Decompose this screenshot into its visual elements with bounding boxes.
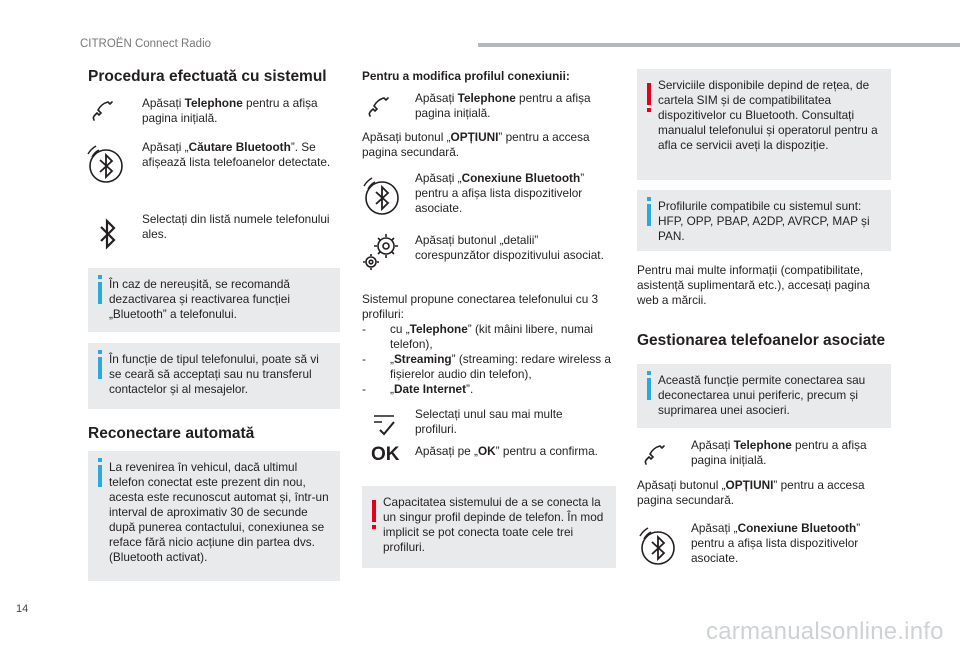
bluetooth-search-icon (358, 172, 404, 218)
warning-note: Capacitatea sistemului de a se conecta la un singur profil depinde de telefon. În mod implicit se pot conecta toate cele trei profiluri. (362, 486, 616, 568)
intro-text: Pentru a modifica profilul conexiunii: (362, 69, 570, 83)
warning-note: Serviciile disponibile depind de rețea, de cartela SIM și de compatibilitatea dispozitivelor cu Bluetooth. Consultați manualul telefonului și operatorul pentru a afla ce servicii aveți la dispoziție. (637, 69, 891, 180)
info-icon (98, 282, 102, 304)
section-heading-manage: Gestionarea telefoanelor asociate (637, 332, 886, 349)
paragraph: Sistemul propune conectarea telefonului cu 3 profiluri: (362, 292, 599, 321)
step-text: Apăsați Telephone pentru a afișa pagina inițială. (142, 96, 318, 125)
info-icon (647, 204, 651, 226)
page-number: 14 (16, 603, 29, 615)
list-item: - „Date Internet”. (362, 382, 614, 397)
step-text: Selectați din listă numele telefonului ales. (142, 212, 330, 241)
phone-icon (80, 92, 124, 132)
ok-icon: OK (371, 444, 400, 465)
info-icon (98, 357, 102, 379)
step-text: Apăsați Telephone pentru a afișa pagina inițială. (691, 438, 867, 467)
section-heading-procedure: Procedura efectuată cu sistemul (88, 68, 327, 85)
paragraph: Pentru mai multe informații (compatibilitate, asistență suplimentară etc.), accesați pagina web a mărcii. (637, 263, 870, 307)
watermark: carmanualsonline.info (706, 618, 944, 645)
checklist-icon (362, 404, 406, 444)
list-item: - „Streaming” (streaming: redare wireless a fișierelor audio din telefon), (362, 352, 614, 382)
info-icon (647, 378, 651, 400)
step-text: Apăsați Telephone pentru a afișa pagina inițială. (415, 91, 591, 120)
header-rule (478, 43, 960, 47)
bluetooth-search-icon (82, 140, 128, 186)
info-note: În caz de nereușită, se recomandă dezactivarea și reactivarea funcției „Bluetooth” a telefonului. (88, 268, 340, 332)
warning-icon (372, 500, 376, 522)
bluetooth-icon (86, 214, 130, 254)
gear-details-icon (358, 228, 404, 274)
section-heading-reconnect: Reconectare automată (88, 425, 255, 442)
list-item: - cu „Telephone” (kit mâini libere, numai telefon), (362, 322, 614, 352)
phone-icon (632, 436, 676, 476)
bluetooth-search-icon (634, 522, 680, 568)
step-text: Apăsați „Conexiune Bluetooth” pentru a afișa lista dispozitivelor asociate. (415, 171, 585, 215)
step-text: Apăsați pe „OK” pentru a confirma. (415, 444, 598, 458)
info-note: La revenirea în vehicul, dacă ultimul telefon conectat este prezent din nou, acesta este recunoscut automat și, într-un interval de aproximativ 30 de secunde după punerea contactului, conexiunea se reface fără nicio acțiune din partea dvs. (Bluetooth activat). (88, 451, 340, 581)
info-note: Profilurile compatibile cu sistemul sunt: HFP, OPP, PBAP, A2DP, AVRCP, MAP și PAN. (637, 190, 891, 251)
running-header: CITROËN Connect Radio (80, 38, 212, 50)
step-text: Apăsați „Căutare Bluetooth”. Se afișează lista telefoanelor detectate. (142, 140, 331, 169)
profile-list (362, 322, 614, 397)
paragraph: Apăsați butonul „OPȚIUNI” pentru a accesa pagina secundară. (362, 130, 590, 159)
step-text: Apăsați „Conexiune Bluetooth” pentru a afișa lista dispozitivelor asociate. (691, 521, 861, 565)
info-note: Această funcție permite conectarea sau deconectarea unui periferic, precum și suprimarea unei asocieri. (637, 364, 891, 428)
info-icon (98, 465, 102, 487)
info-note: În funcție de tipul telefonului, poate să vi se ceară să acceptați sau nu transferul contactelor și al mesajelor. (88, 343, 340, 409)
paragraph: Apăsați butonul „OPȚIUNI” pentru a accesa pagina secundară. (637, 478, 865, 507)
warning-icon (647, 83, 651, 105)
phone-icon (356, 88, 400, 128)
step-text: Selectați unul sau mai multe profiluri. (415, 407, 563, 436)
step-text: Apăsați butonul „detalii” corespunzător dispozitivului asociat. (415, 233, 604, 262)
